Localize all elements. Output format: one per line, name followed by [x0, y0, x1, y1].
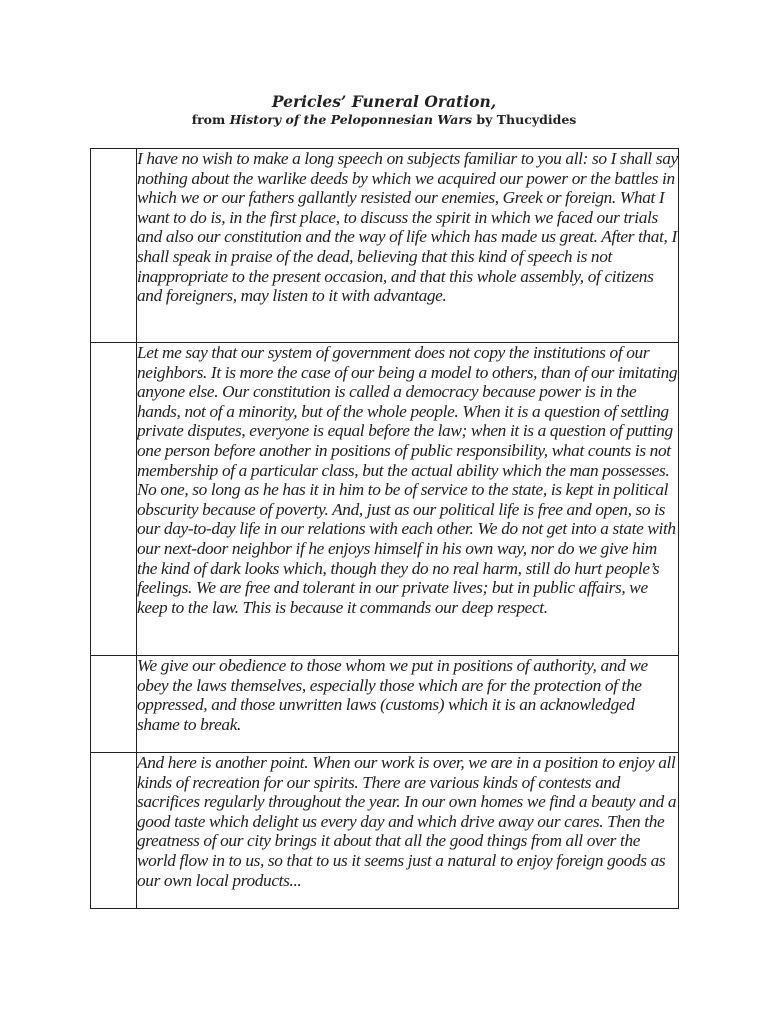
- annotation-cell[interactable]: [91, 343, 137, 656]
- subtitle-author: by Thucydides: [472, 112, 577, 127]
- subtitle-work-title: History of the Peloponnesian Wars: [229, 112, 473, 127]
- passage-text: Let me say that our system of government does not copy the institutions of our neighbors. It is more the case of our being a model to others, than of our imitating anyone else. Our constitution is called a democracy because power is in the hands, not of a minority, but of the whole people. When it is a question of settling private disputes, everyone is equal before the law; when it is a question of putting one person before another in positions of public responsibility, what counts is not membership of a particular class, but the actual ability which the man possesses. No one, so long as he has it in him to be of service to the state, is kept in political obscurity because of poverty. And, just as our political life is free and open, so is our day-to-day life in our relations with each other. We do not get into a state with our next-door neighbor if he enjoys himself in his own way, nor do we give him the kind of dark looks which, though they do no real harm, still do hurt people’s feelings. We are free and tolerant in our private lives; but in public affairs, we keep to the law. This is because it commands our deep respect.: [137, 343, 678, 617]
- annotation-cell[interactable]: [91, 149, 137, 343]
- passage-text: And here is another point. When our work is over, we are in a position to enjoy all kinds of recreation for our spirits. There are various kinds of contests and sacrifices regularly throughout the year. In our own homes we find a beauty and a good taste which delight us every day and which drive away our cares. Then the greatness of our city brings it about that all the good things from all over the world flow in to us, so that to us it seems just a natural to enjoy foreign goods as our own local products...: [137, 753, 677, 890]
- document-subtitle: [0, 112, 768, 128]
- passage-cell: [137, 753, 679, 909]
- annotation-cell[interactable]: [91, 656, 137, 753]
- subtitle-prefix: from: [191, 112, 230, 127]
- passage-text: I have no wish to make a long speech on subjects familiar to you all: so I shall say nothing about the warlike deeds by which we acquired our power or the battles in which we or our fathers gallantly resisted our enemies, Greek or foreign. What I want to do is, in the first place, to discuss the spirit in which we faced our trials and also our constitution and the way of life which has made us great. After that, I shall speak in praise of the dead, believing that this kind of speech is not inappropriate to the present occasion, and that this whole assembly, of citizens and foreigners, may listen to it with advantage.: [137, 149, 678, 306]
- passage-row: [91, 753, 679, 909]
- document-title: Pericles’ Funeral Oration,: [271, 92, 497, 111]
- passage-row: [91, 656, 679, 753]
- passage-cell: [137, 656, 679, 753]
- passage-cell: [137, 343, 679, 656]
- passage-row: [91, 343, 679, 656]
- passages-table: [90, 148, 679, 909]
- passage-row: [91, 149, 679, 343]
- passage-text: We give our obedience to those whom we put in positions of authority, and we obey the laws themselves, especially those which are for the protection of the oppressed, and those unwritten laws (customs) which it is an acknowledged shame to break.: [137, 656, 648, 734]
- annotation-cell[interactable]: [91, 753, 137, 909]
- passage-cell: [137, 149, 679, 343]
